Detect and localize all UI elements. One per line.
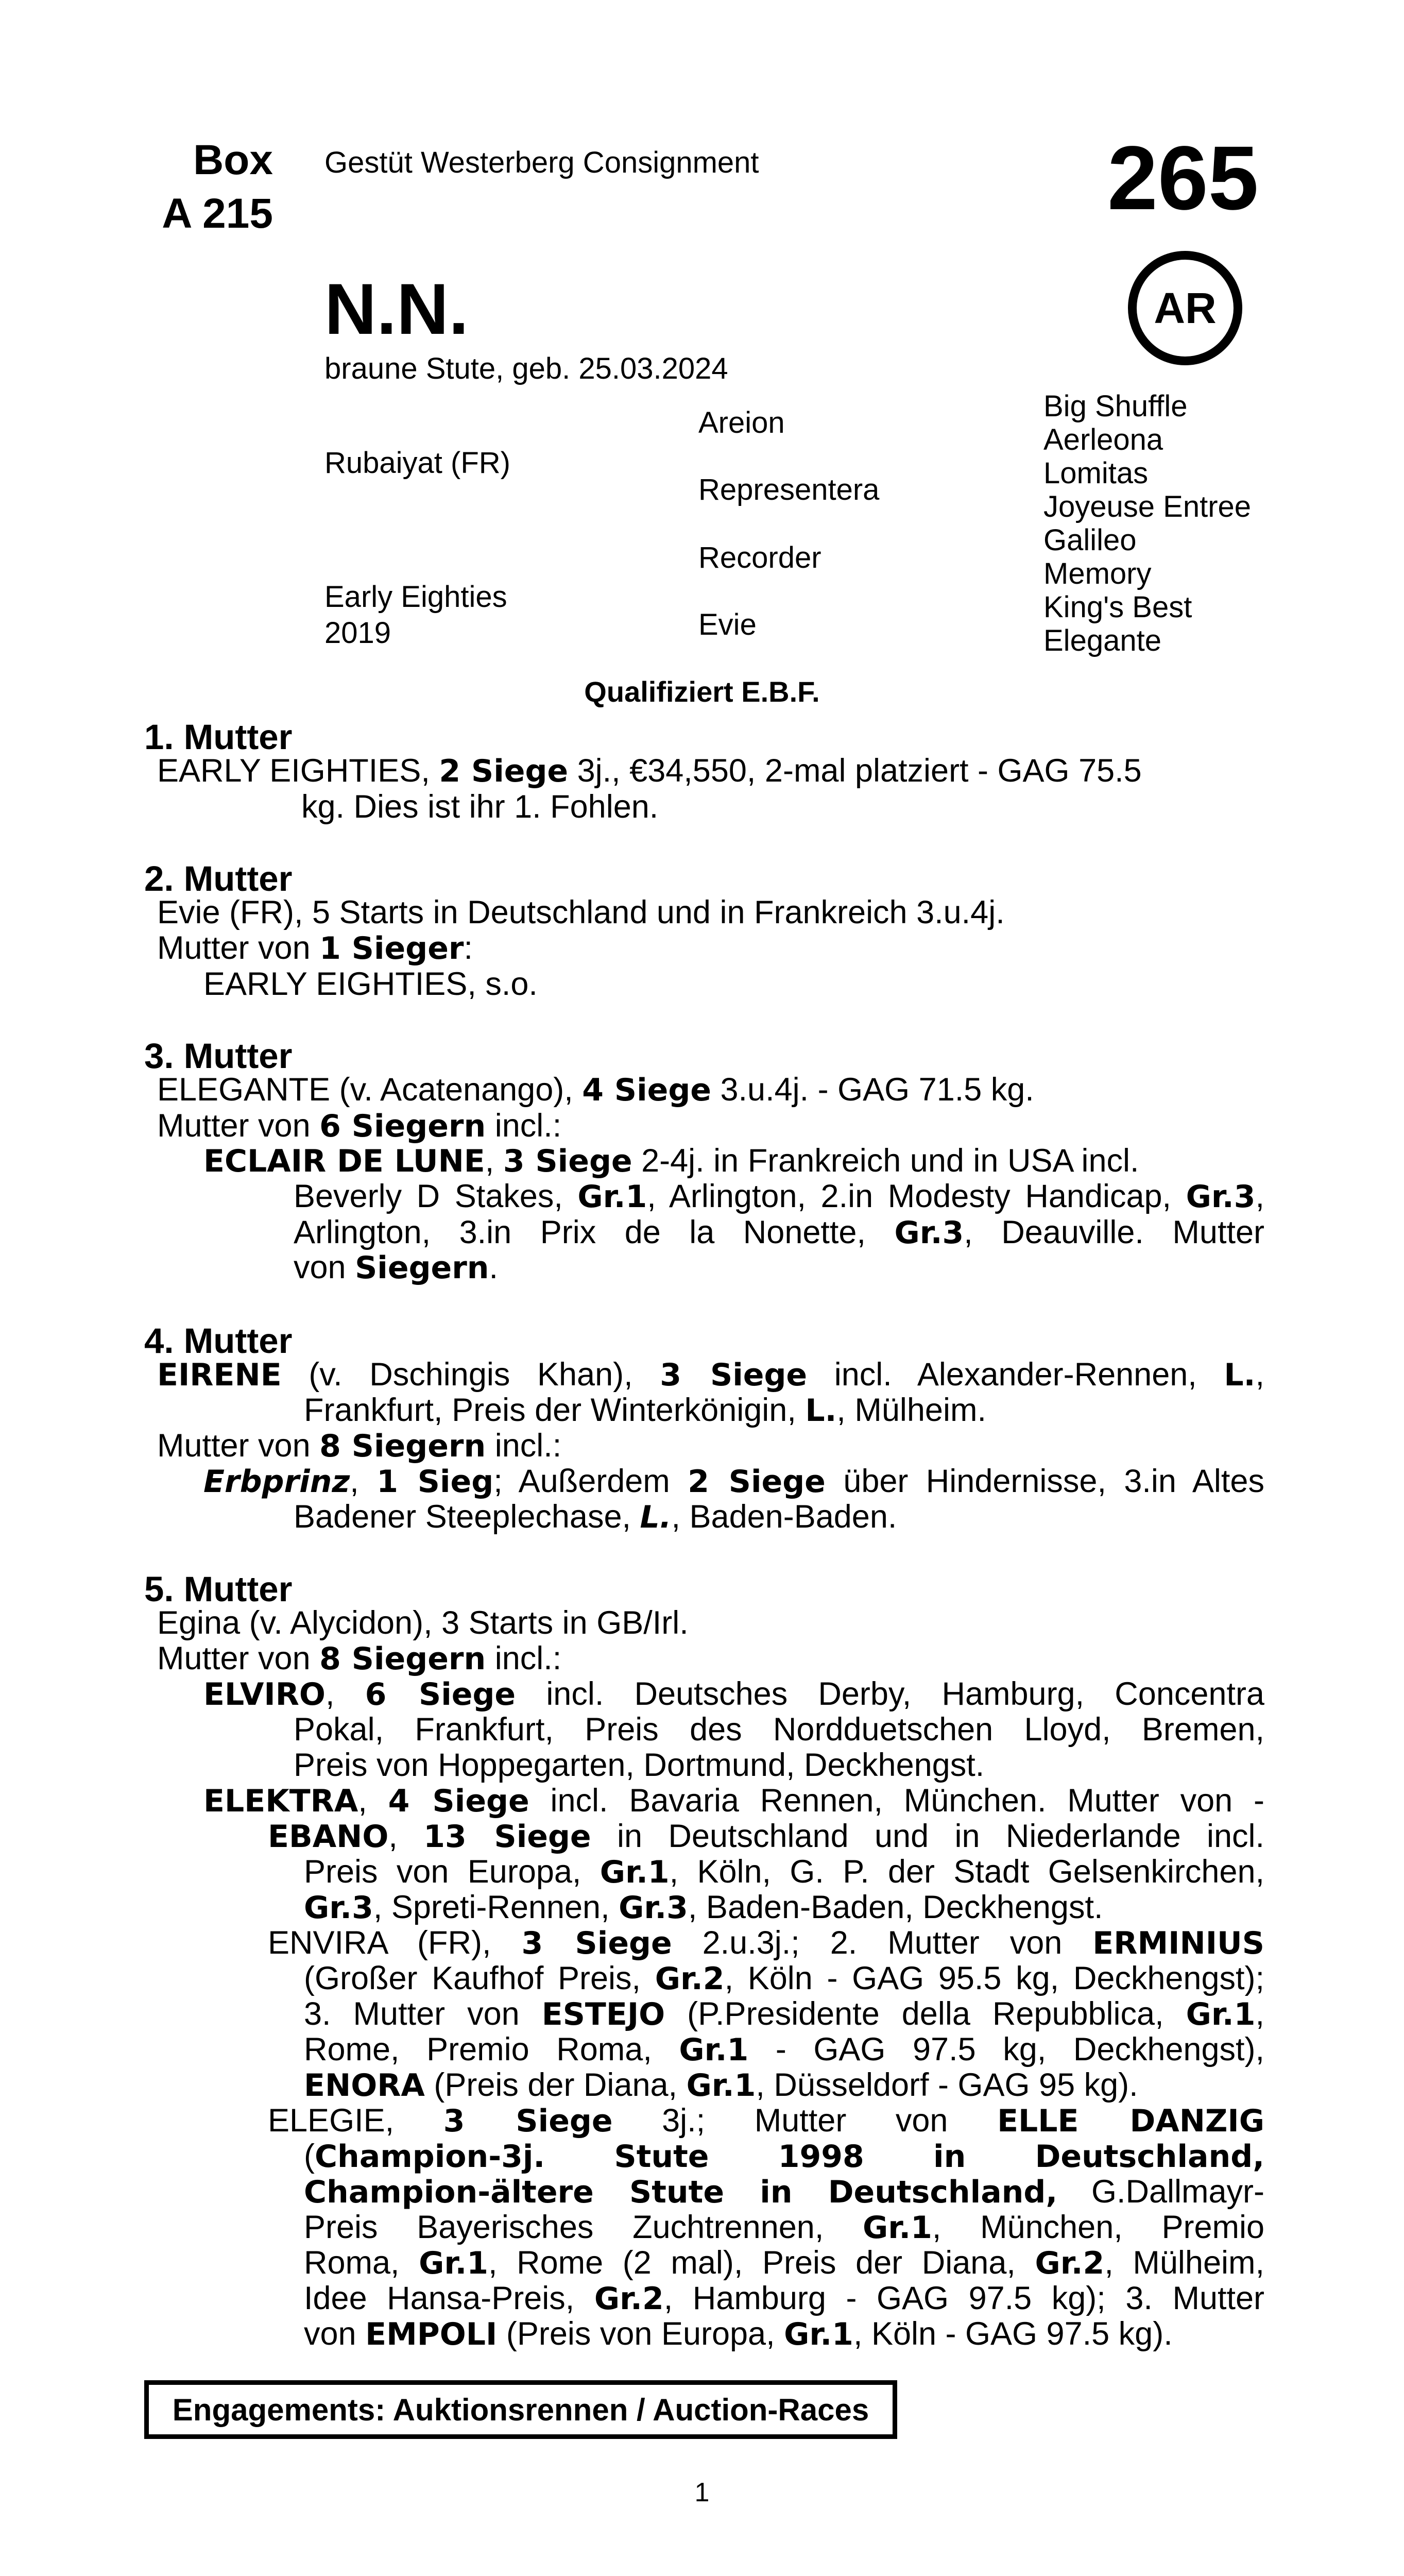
mutter-3-progeny: ECLAIR DE LUNE, 3 Siege 2-4j. in Frankreich und in USA incl. xyxy=(203,1143,1139,1179)
horse-name: N.N. xyxy=(324,268,469,349)
mutter-5-progeny-elviro-cont: Pokal, Frankfurt, Preis des Nordduetschen Lloyd, Bremen, xyxy=(294,1711,1264,1748)
mutter-1-text: EARLY EIGHTIES, 2 Siege 3j., €34,550, 2-mal platziert - GAG 75.5 kg. Dies ist ihr 1. Fohlen. xyxy=(157,753,1142,825)
mutter-3-progeny-detail: Beverly D Stakes, Gr.1, Arlington, 2.in Modesty Handicap, Gr.3, Arlington, 3.in Prix de la Nonette, Gr.3, Deauville. Mutter xyxy=(294,1178,1264,1251)
section-title-mutter-3: 3. Mutter xyxy=(144,1036,293,1076)
pedigree-gen3-item: Memory xyxy=(1043,557,1152,590)
mutter-5-progeny-envira: ENVIRA (FR), 3 Siege 2.u.3j.; 2. Mutter von ERMINIUS xyxy=(268,1925,1264,1961)
box-label: Box xyxy=(193,137,273,183)
qualification: Qualifiziert E.B.F. xyxy=(584,675,820,708)
lot-number: 265 xyxy=(1107,128,1259,229)
pedigree-sire: Rubaiyat (FR) xyxy=(324,446,510,480)
mutter-5-progeny-elegie-end: von EMPOLI (Preis von Europa, Gr.1, Köln - GAG 97.5 kg). xyxy=(304,2316,1173,2352)
consignor: Gestüt Westerberg Consignment xyxy=(324,146,759,179)
mutter-5-progeny-elviro: ELVIRO, 6 Siege incl. Deutsches Derby, Hamburg, Concentra xyxy=(203,1676,1264,1713)
mutter-5-progeny-ebano-end: Gr.3, Spreti-Rennen, Gr.3, Baden-Baden, Deckhengst. xyxy=(304,1889,1103,1926)
mutter-4-text: EIRENE (v. Dschingis Khan), 3 Siege incl. Alexander-Rennen, L., xyxy=(157,1357,1264,1393)
section-title-mutter-4: 4. Mutter xyxy=(144,1321,293,1361)
pedigree-gen3-item: Elegante xyxy=(1043,624,1161,657)
mutter-5-progeny-ebano: EBANO, 13 Siege in Deutschland und in Niederlande incl. xyxy=(268,1818,1265,1855)
mutter-3-progeny-detail-end: von Siegern. xyxy=(294,1249,499,1286)
mutter-5-progeny-elegie: ELEGIE, 3 Siege 3j.; Mutter von ELLE DANZIG xyxy=(268,2103,1264,2139)
pedigree-dam-year: 2019 xyxy=(324,616,391,650)
mutter-5-progeny-elegie-cont5: Idee Hansa-Preis, Gr.2, Hamburg - GAG 97.5 kg); 3. Mutter xyxy=(304,2280,1265,2317)
engagements-text: Engagements: Auktionsrennen / Auction-Races xyxy=(172,2392,869,2427)
page-number: 1 xyxy=(694,2478,710,2507)
section-title-mutter-5: 5. Mutter xyxy=(144,1569,293,1609)
box-number: A 215 xyxy=(162,190,273,237)
ar-badge-text: AR xyxy=(1154,283,1217,332)
pedigree-gen2-item: Recorder xyxy=(698,541,821,574)
horse-description: braune Stute, geb. 25.03.2024 xyxy=(324,352,728,385)
pedigree-gen2-item: Evie xyxy=(698,608,757,641)
mutter-5-progeny-elegie-cont3: Preis Bayerisches Zuchtrennen, Gr.1, München, Premio xyxy=(304,2209,1265,2246)
mutter-3-text: ELEGANTE (v. Acatenango), 4 Siege 3.u.4j. - GAG 71.5 kg. Mutter von 6 Siegern incl.: xyxy=(157,1072,1034,1144)
section-title-mutter-1: 1. Mutter xyxy=(144,717,293,757)
mutter-2-text: Evie (FR), 5 Starts in Deutschland und in Frankreich 3.u.4j. Mutter von 1 Sieger: EARLY EIGHTIES, s.o. xyxy=(157,894,1005,1002)
pedigree-gen3-item: Joyeuse Entree xyxy=(1043,490,1252,523)
mutter-4-progeny: Erbprinz, 1 Sieg; Außerdem 2 Siege über Hindernisse, 3.in Altes xyxy=(203,1463,1264,1500)
ar-badge xyxy=(1128,251,1242,365)
mutter-5-progeny-elektra: ELEKTRA, 4 Siege incl. Bavaria Rennen, München. Mutter von - xyxy=(203,1783,1264,1819)
section-title-mutter-2: 2. Mutter xyxy=(144,859,293,899)
mutter-5-progeny-elegie-cont: (Champion-3j. Stute 1998 in Deutschland, xyxy=(304,2138,1264,2175)
mutter-4-winners: Mutter von 8 Siegern incl.: xyxy=(157,1428,562,1464)
mutter-5-progeny-ebano-cont: Preis von Europa, Gr.1, Köln, G. P. der Stadt Gelsenkirchen, xyxy=(304,1854,1264,1890)
pedigree-gen3-item: Galileo xyxy=(1043,523,1137,557)
mutter-5-progeny-elviro-end: Preis von Hoppegarten, Dortmund, Deckhengst. xyxy=(294,1747,985,1783)
pedigree-gen3-item: Lomitas xyxy=(1043,456,1149,490)
pedigree-gen3-item: Aerleona xyxy=(1043,423,1163,456)
mutter-5-progeny-envira-cont3: Rome, Premio Roma, Gr.1 - GAG 97.5 kg, Deckhengst), xyxy=(304,2031,1264,2068)
pedigree-gen3-item: King's Best xyxy=(1043,590,1192,624)
pedigree-dam: Early Eighties xyxy=(324,580,507,614)
pedigree-gen2-item: Areion xyxy=(698,406,785,439)
mutter-5-text: Egina (v. Alycidon), 3 Starts in GB/Irl. Mutter von 8 Siegern incl.: xyxy=(157,1605,689,1677)
mutter-4-progeny-cont: Badener Steeplechase, L., Baden-Baden. xyxy=(294,1499,897,1535)
mutter-5-progeny-envira-end: ENORA (Preis der Diana, Gr.1, Düsseldorf - GAG 95 kg). xyxy=(304,2067,1138,2104)
engagements-box xyxy=(144,2380,897,2439)
mutter-5-progeny-envira-cont2: 3. Mutter von ESTEJO (P.Presidente della Repubblica, Gr.1, xyxy=(304,1996,1264,2032)
pedigree-gen2-item: Representera xyxy=(698,473,880,506)
mutter-5-progeny-elegie-cont4: Roma, Gr.1, Rome (2 mal), Preis der Diana, Gr.2, Mülheim, xyxy=(304,2245,1264,2281)
mutter-4-text-cont: Frankfurt, Preis der Winterkönigin, L., Mülheim. xyxy=(304,1392,986,1429)
pedigree-gen3-item: Big Shuffle xyxy=(1043,389,1188,423)
mutter-5-progeny-envira-cont: (Großer Kaufhof Preis, Gr.2, Köln - GAG 95.5 kg, Deckhengst); xyxy=(304,1960,1264,1997)
mutter-5-progeny-elegie-cont2: Champion-ältere Stute in Deutschland, G.Dallmayr- xyxy=(304,2174,1264,2210)
